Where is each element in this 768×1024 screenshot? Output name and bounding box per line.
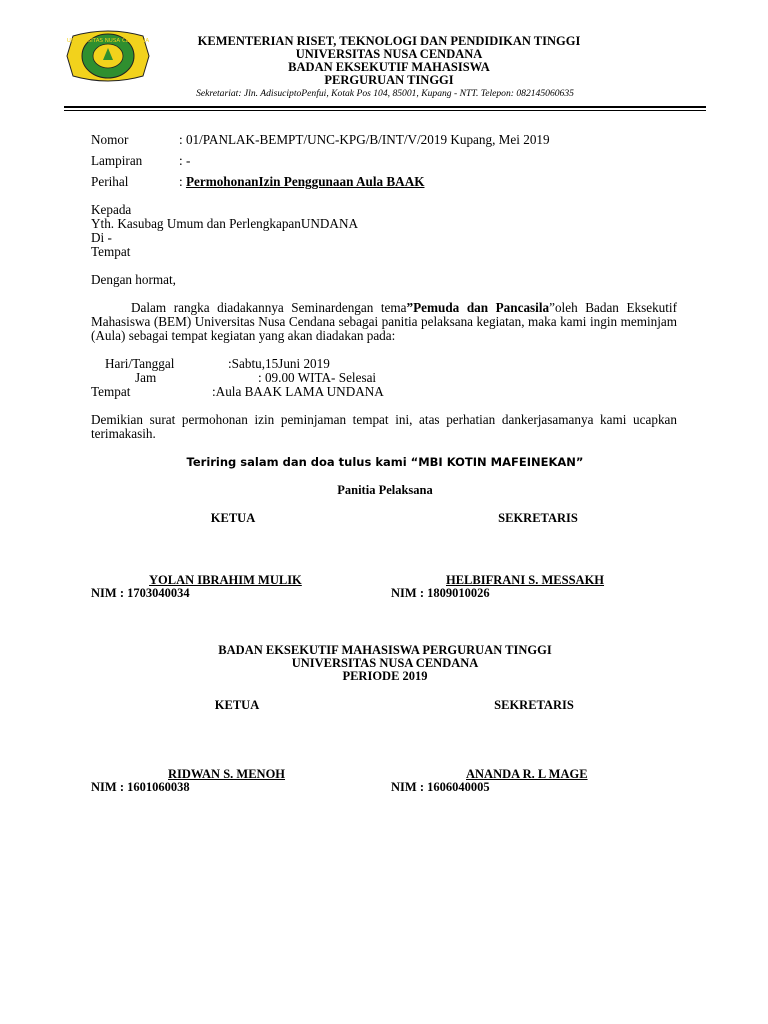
letterhead-divider-thin — [64, 110, 706, 111]
signature1-left-name: YOLAN IBRAHIM MULIK — [149, 573, 302, 587]
body-paragraph-2: Demikian surat permohonan izin peminjaman tempat ini, atas perhatian dankerjasamanya kami ucapkan terimakasih. — [91, 412, 677, 441]
signature1-left-nim: NIM : 1703040034 — [91, 586, 190, 600]
signature1-right-title: SEKRETARIS — [498, 511, 578, 525]
greeting: Dengan hormat, — [91, 272, 176, 287]
nomor-label: Nomor — [91, 132, 129, 147]
perihal-value: PermohonanIzin Penggunaan Aula BAAK — [185, 174, 425, 189]
signature2-right-name: ANANDA R. L MAGE — [466, 767, 588, 781]
signature2-right-title: SEKRETARIS — [494, 698, 574, 712]
letterhead-organization: BADAN EKSEKUTIF MAHASISWA — [288, 60, 490, 74]
signature1-right-name: HELBIFRANI S. MESSAKH — [446, 573, 605, 587]
tempat-label: Tempat — [91, 384, 131, 399]
recipient-di: Di - — [91, 230, 112, 245]
signature1-right-nim: NIM : 1809010026 — [391, 586, 490, 600]
logo-lettering: UNIVERSITAS NUSA CENDANA — [66, 38, 150, 44]
tempat-value: :Aula BAAK LAMA UNDANA — [212, 384, 384, 399]
lampiran-value: : - — [179, 153, 191, 168]
perihal-colon: : — [179, 174, 186, 189]
signature1-left-title: KETUA — [210, 511, 256, 525]
closing-salam: Teriring salam dan doa tulus kami “MBI KOTIN MAFEINEKAN” — [186, 455, 584, 469]
recipient-kepada: Kepada — [91, 202, 132, 217]
lampiran-label: Lampiran — [91, 153, 143, 168]
perihal-line — [179, 175, 424, 189]
signature2-left-title: KETUA — [214, 698, 260, 712]
recipient-tempat: Tempat — [91, 244, 131, 259]
hari-value: :Sabtu,15Juni 2019 — [228, 356, 330, 371]
org-block-line3: PERIODE 2019 — [342, 669, 428, 683]
jam-value: : 09.00 WITA- Selesai — [258, 370, 377, 385]
nomor-value: : 01/PANLAK-BEMPT/UNC-KPG/B/INT/V/2019 Kupang, Mei 2019 — [179, 132, 550, 147]
signature2-left-name: RIDWAN S. MENOH — [168, 767, 286, 781]
closing-panitia: Panitia Pelaksana — [337, 483, 433, 497]
signature2-left-nim: NIM : 1601060038 — [91, 780, 190, 794]
letterhead-divider — [64, 106, 706, 108]
signature2-right-nim: NIM : 1606040005 — [391, 780, 490, 794]
hari-label: Hari/Tanggal — [105, 356, 175, 371]
body-p1-theme: ”Pemuda dan Pancasila — [406, 300, 550, 315]
body-p1-intro: Dalam rangka diadakannya Seminardengan tema — [131, 300, 407, 315]
org-block-line2: UNIVERSITAS NUSA CENDANA — [291, 656, 479, 670]
perihal-label: Perihal — [91, 174, 129, 189]
letterhead-university: UNIVERSITAS NUSA CENDANA — [295, 47, 483, 61]
jam-label: Jam — [135, 370, 157, 385]
letterhead-subtitle: PERGURUAN TINGGI — [324, 73, 454, 87]
org-block-line1: BADAN EKSEKUTIF MAHASISWA PERGURUAN TINGGI — [218, 643, 552, 657]
body-p1-rest: ”oleh Badan Eksekutif Mahasiswa (BEM) Universitas Nusa Cendana sebagai panitia pelaksana kegiatan, maka kami ingin meminjam (Aula) sebagai tempat kegiatan yang akan diadakan pada: — [91, 300, 677, 343]
letterhead-address: Sekretariat: Jln. AdisuciptoPenfui, Kotak Pos 104, 85001, Kupang - NTT. Telepon: 082145060635 — [196, 88, 574, 99]
letterhead-ministry: KEMENTERIAN RISET, TEKNOLOGI DAN PENDIDIKAN TINGGI — [197, 34, 581, 48]
recipient-name: Yth. Kasubag Umum dan PerlengkapanUNDANA — [91, 216, 358, 231]
body-paragraph-1 — [91, 301, 677, 343]
